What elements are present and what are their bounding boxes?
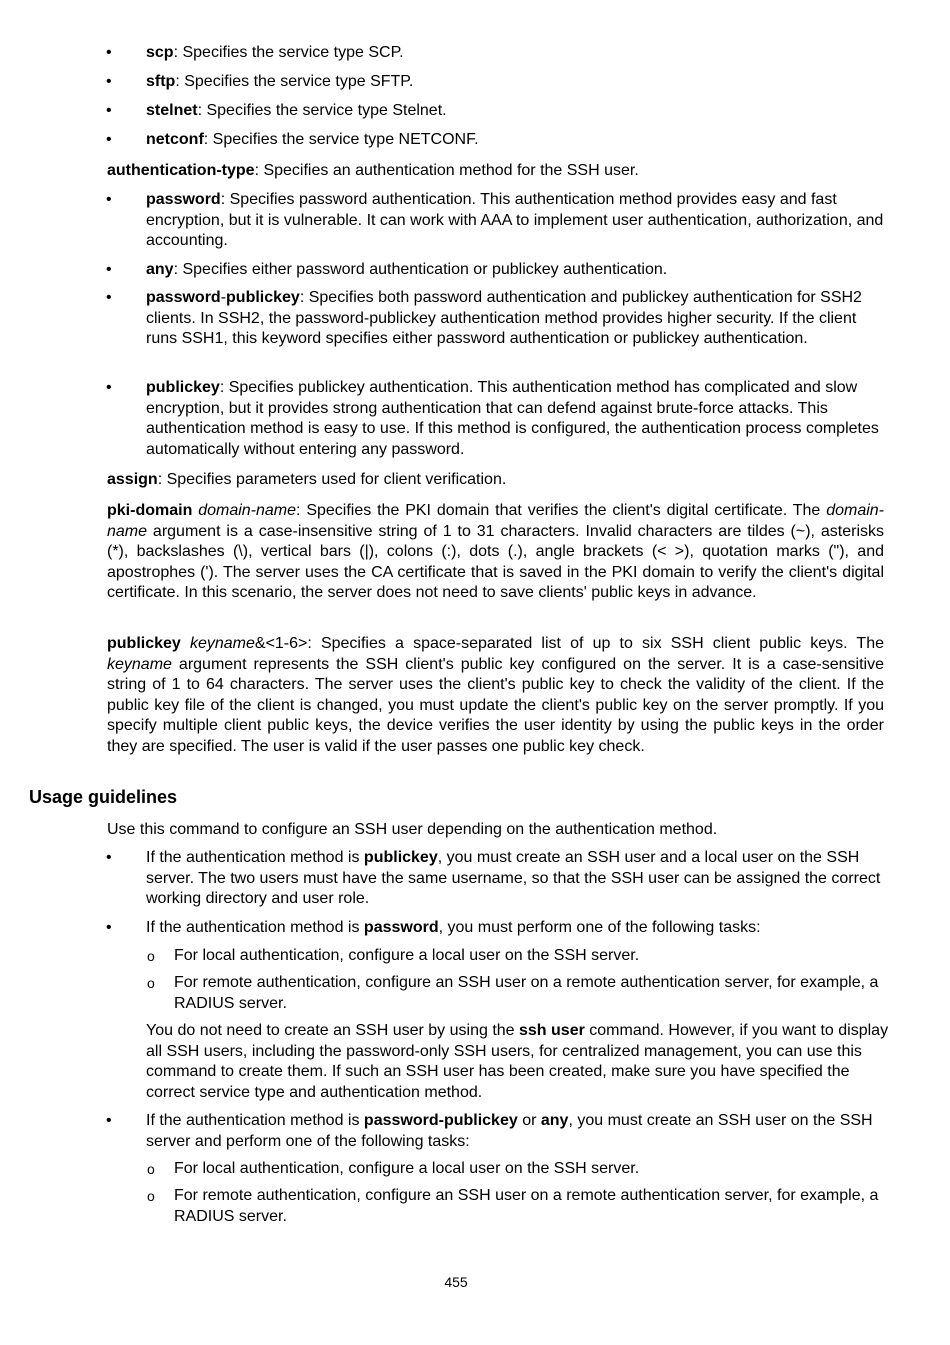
keyword: publickey bbox=[146, 379, 220, 396]
argument: domain-name bbox=[107, 502, 884, 540]
usage-bullet-password bbox=[146, 918, 891, 939]
keyword: password bbox=[146, 289, 221, 306]
keyword: publickey bbox=[226, 289, 300, 306]
argument: keyname bbox=[189, 635, 255, 652]
assign-paragraph bbox=[107, 470, 884, 491]
keyword: netconf bbox=[146, 131, 204, 148]
bullet-text: : Specifies either password authentication or publickey authentication. bbox=[173, 261, 668, 278]
keyword: sftp bbox=[146, 73, 176, 90]
usage-subitem-remote-2: o For remote authentication, configure an SSH user on a remote authentication server, for example, a RADIUS server. bbox=[174, 1186, 891, 1227]
note-text: command. However, if you want to display all SSH users, including the password-only SSH users, for centralized management, you can use this command to create them. If such an SSH user has been created, make sure you have specified the correct service type and authentication method. bbox=[146, 1022, 889, 1101]
keyword: pki-domain bbox=[107, 502, 193, 519]
bullet-text: , you must create an SSH user on the SSH server and perform one of the following tasks: bbox=[146, 1112, 873, 1150]
bullet-text: or bbox=[517, 1112, 541, 1129]
usage-subitem-remote: o For remote authentication, configure an SSH user on a remote authentication server, for example, a RADIUS server. bbox=[174, 973, 891, 1014]
keyword: password bbox=[363, 919, 439, 936]
bullet-text: : Specifies password authentication. This authentication method provides easy and fast encryption, but it is vulnerable. It can work with AAA to implement user authentication, authorization, and accounting. bbox=[146, 191, 884, 249]
argument: domain-name bbox=[198, 502, 297, 519]
bullet-stelnet bbox=[146, 101, 891, 122]
paragraph-text: : Specifies an authentication method for the SSH user. bbox=[254, 162, 639, 179]
usage-bullet-publickey bbox=[146, 848, 891, 910]
keyword: assign bbox=[107, 471, 158, 488]
keyword: ssh user bbox=[519, 1022, 585, 1039]
paragraph-text: argument is a case-insensitive string of 1 to 31 characters. Invalid characters are tildes (~), asterisks (*), backslashes (\), vertical bars (|), colons (:), dots (.), angle brackets (< >), quotation marks ("), and apostrophes ('). The server uses the CA certificate that is saved in the PKI domain to verify the client's digital certificate. In this scenario, the server does not need to save clients' public keys in advance. bbox=[107, 522, 884, 601]
bullet-password-publickey bbox=[146, 288, 891, 350]
bullet-password bbox=[146, 190, 891, 252]
keyword: authentication-type bbox=[107, 162, 255, 179]
bullet-netconf bbox=[146, 130, 891, 151]
pki-domain-paragraph bbox=[107, 501, 884, 604]
publickey-keyname-paragraph bbox=[107, 634, 884, 757]
bullet-text: If the authentication method is bbox=[146, 919, 364, 936]
keyword: publickey bbox=[107, 635, 181, 652]
usage-bullet-password-publickey bbox=[146, 1111, 891, 1152]
keyword: any bbox=[540, 1112, 569, 1129]
bullet-text: : Specifies publickey authentication. This authentication method has complicated and slow encryption, but it provides strong authentication that can defend against brute-force attacks. This authentication method is easy to use. If this method is configured, the authentication process completes automatically without entering any password. bbox=[146, 379, 879, 458]
paragraph-text: : Specifies a space-separated list of up to six SSH client public keys. The bbox=[307, 635, 885, 652]
bullet-text: : Specifies the service type SFTP. bbox=[175, 73, 414, 90]
usage-intro: Use this command to configure an SSH user depending on the authentication method. bbox=[107, 821, 718, 838]
bullet-text: If the authentication method is bbox=[146, 1112, 364, 1129]
bullet-publickey bbox=[146, 378, 891, 460]
bullet-sftp bbox=[146, 72, 891, 93]
note-text: You do not need to create an SSH user by using the bbox=[146, 1022, 519, 1039]
usage-subitem-local: o For local authentication, configure a local user on the SSH server. bbox=[174, 946, 891, 967]
paragraph-text: argument represents the SSH client's public key configured on the server. It is a case-sensitive string of 1 to 64 characters. The server uses the client's public key to check the validity of the client. If the public key file of the client is changed, you must update the client's public key on the server promptly. If you specify multiple client public keys, the device verifies the user identity by using the public keys in the order they are specified. The user is valid if the user passes one public key check. bbox=[107, 655, 884, 755]
bullet-text: : Specifies both password authentication and publickey authentication for SSH2 clients. In SSH2, the password-publickey authentication method provides higher security. If the client runs SSH1, this keyword specifies either password authentication or publickey authentication. bbox=[146, 289, 862, 347]
usage-note bbox=[146, 1021, 891, 1103]
argument: keyname bbox=[107, 655, 172, 673]
keyword: any bbox=[146, 261, 174, 278]
authentication-type-paragraph bbox=[107, 161, 884, 182]
paragraph-text: : Specifies the PKI domain that verifies the client's digital certificate. The bbox=[296, 502, 827, 519]
paragraph-text: : Specifies parameters used for client verification. bbox=[157, 471, 507, 488]
bullet-text: If the authentication method is bbox=[146, 849, 364, 866]
dash: - bbox=[220, 289, 227, 306]
bullet-any bbox=[146, 260, 891, 281]
usage-subitem-local-2: o For local authentication, configure a local user on the SSH server. bbox=[174, 1159, 891, 1180]
keyword: password-publickey bbox=[363, 1112, 518, 1129]
keyword: password bbox=[146, 191, 221, 208]
keyword: scp bbox=[146, 44, 174, 61]
bullet-text: : Specifies the service type SCP. bbox=[173, 44, 404, 61]
argument-suffix: &<1-6> bbox=[254, 635, 308, 652]
bullet-scp bbox=[146, 43, 891, 64]
keyword: publickey bbox=[363, 849, 438, 866]
bullet-text: : Specifies the service type Stelnet. bbox=[197, 102, 447, 119]
bullet-text: , you must create an SSH user and a local user on the SSH server. The two users must have the same username, so that the SSH user can be assigned the correct working directory and user role. bbox=[146, 849, 881, 907]
section-heading-usage-guidelines: Usage guidelines bbox=[29, 787, 178, 807]
page-number: 455 bbox=[444, 1274, 468, 1290]
bullet-text: , you must perform one of the following tasks: bbox=[438, 919, 761, 936]
keyword: stelnet bbox=[146, 102, 198, 119]
bullet-text: : Specifies the service type NETCONF. bbox=[203, 131, 479, 148]
